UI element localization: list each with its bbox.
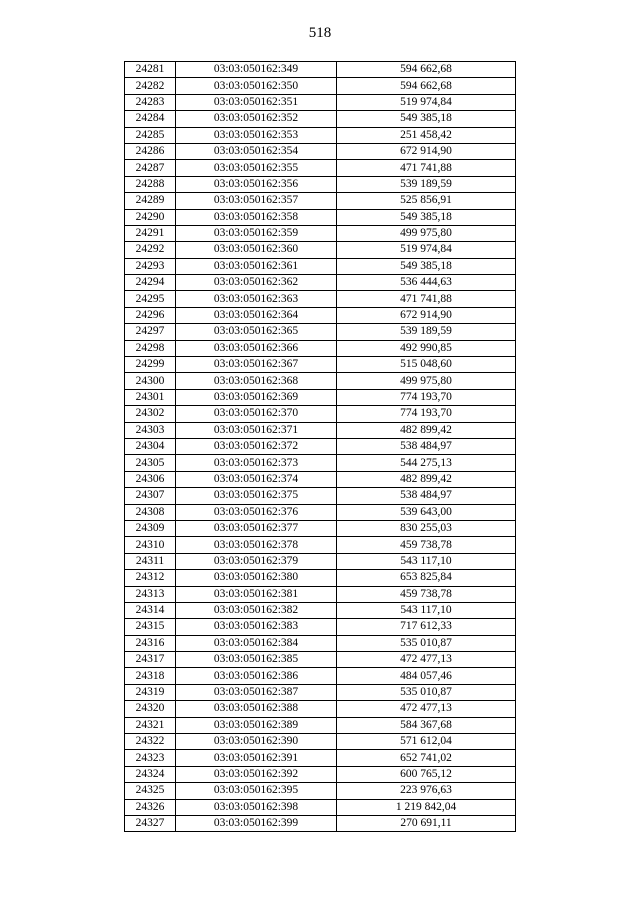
value-cell: 535 010,87 bbox=[337, 635, 516, 651]
data-table bbox=[124, 61, 516, 832]
cadastral-number-cell: 03:03:050162:399 bbox=[176, 815, 337, 831]
table-row bbox=[125, 275, 516, 291]
cadastral-number-cell: 03:03:050162:362 bbox=[176, 275, 337, 291]
table-row bbox=[125, 504, 516, 520]
value-cell: 223 976,63 bbox=[337, 783, 516, 799]
cadastral-number-cell: 03:03:050162:360 bbox=[176, 242, 337, 258]
row-number-cell: 24314 bbox=[125, 602, 176, 618]
cadastral-number-cell: 03:03:050162:352 bbox=[176, 111, 337, 127]
table-row bbox=[125, 635, 516, 651]
row-number-cell: 24308 bbox=[125, 504, 176, 520]
cadastral-number-cell: 03:03:050162:375 bbox=[176, 488, 337, 504]
row-number-cell: 24306 bbox=[125, 471, 176, 487]
table-row bbox=[125, 324, 516, 340]
value-cell: 459 738,78 bbox=[337, 586, 516, 602]
table-row bbox=[125, 783, 516, 799]
value-cell: 672 914,90 bbox=[337, 143, 516, 159]
row-number-cell: 24318 bbox=[125, 668, 176, 684]
value-cell: 499 975,80 bbox=[337, 225, 516, 241]
row-number-cell: 24327 bbox=[125, 815, 176, 831]
cadastral-number-cell: 03:03:050162:380 bbox=[176, 570, 337, 586]
row-number-cell: 24312 bbox=[125, 570, 176, 586]
table-row bbox=[125, 160, 516, 176]
cadastral-number-cell: 03:03:050162:358 bbox=[176, 209, 337, 225]
page-number: 518 bbox=[308, 25, 332, 41]
table-row bbox=[125, 127, 516, 143]
table-row bbox=[125, 553, 516, 569]
cadastral-number-cell: 03:03:050162:363 bbox=[176, 291, 337, 307]
row-number-cell: 24290 bbox=[125, 209, 176, 225]
value-cell: 543 117,10 bbox=[337, 553, 516, 569]
row-number-cell: 24296 bbox=[125, 307, 176, 323]
value-cell: 774 193,70 bbox=[337, 406, 516, 422]
cadastral-number-cell: 03:03:050162:382 bbox=[176, 602, 337, 618]
table-row bbox=[125, 422, 516, 438]
table-row bbox=[125, 340, 516, 356]
cadastral-number-cell: 03:03:050162:365 bbox=[176, 324, 337, 340]
row-number-cell: 24289 bbox=[125, 193, 176, 209]
table-row bbox=[125, 389, 516, 405]
value-cell: 584 367,68 bbox=[337, 717, 516, 733]
value-cell: 600 765,12 bbox=[337, 766, 516, 782]
row-number-cell: 24311 bbox=[125, 553, 176, 569]
table-row bbox=[125, 734, 516, 750]
cadastral-number-cell: 03:03:050162:389 bbox=[176, 717, 337, 733]
row-number-cell: 24300 bbox=[125, 373, 176, 389]
value-cell: 538 484,97 bbox=[337, 488, 516, 504]
value-cell: 549 385,18 bbox=[337, 111, 516, 127]
row-number-cell: 24293 bbox=[125, 258, 176, 274]
row-number-cell: 24292 bbox=[125, 242, 176, 258]
row-number-cell: 24283 bbox=[125, 94, 176, 110]
row-number-cell: 24284 bbox=[125, 111, 176, 127]
table-row bbox=[125, 815, 516, 831]
cadastral-number-cell: 03:03:050162:395 bbox=[176, 783, 337, 799]
value-cell: 519 974,84 bbox=[337, 94, 516, 110]
row-number-cell: 24285 bbox=[125, 127, 176, 143]
row-number-cell: 24322 bbox=[125, 734, 176, 750]
value-cell: 482 899,42 bbox=[337, 422, 516, 438]
row-number-cell: 24325 bbox=[125, 783, 176, 799]
table-row bbox=[125, 520, 516, 536]
row-number-cell: 24282 bbox=[125, 78, 176, 94]
value-cell: 539 189,59 bbox=[337, 324, 516, 340]
row-number-cell: 24320 bbox=[125, 701, 176, 717]
cadastral-number-cell: 03:03:050162:390 bbox=[176, 734, 337, 750]
row-number-cell: 24324 bbox=[125, 766, 176, 782]
cadastral-number-cell: 03:03:050162:369 bbox=[176, 389, 337, 405]
row-number-cell: 24321 bbox=[125, 717, 176, 733]
row-number-cell: 24302 bbox=[125, 406, 176, 422]
row-number-cell: 24326 bbox=[125, 799, 176, 815]
table-row bbox=[125, 209, 516, 225]
row-number-cell: 24313 bbox=[125, 586, 176, 602]
table-row bbox=[125, 291, 516, 307]
value-cell: 538 484,97 bbox=[337, 438, 516, 454]
value-cell: 594 662,68 bbox=[337, 62, 516, 78]
row-number-cell: 24287 bbox=[125, 160, 176, 176]
table-row bbox=[125, 258, 516, 274]
cadastral-number-cell: 03:03:050162:368 bbox=[176, 373, 337, 389]
table-row bbox=[125, 242, 516, 258]
table-row bbox=[125, 668, 516, 684]
value-cell: 270 691,11 bbox=[337, 815, 516, 831]
cadastral-number-cell: 03:03:050162:374 bbox=[176, 471, 337, 487]
row-number-cell: 24323 bbox=[125, 750, 176, 766]
value-cell: 549 385,18 bbox=[337, 209, 516, 225]
row-number-cell: 24319 bbox=[125, 684, 176, 700]
value-cell: 515 048,60 bbox=[337, 357, 516, 373]
cadastral-number-cell: 03:03:050162:373 bbox=[176, 455, 337, 471]
table-row bbox=[125, 602, 516, 618]
row-number-cell: 24307 bbox=[125, 488, 176, 504]
row-number-cell: 24291 bbox=[125, 225, 176, 241]
cadastral-number-cell: 03:03:050162:367 bbox=[176, 357, 337, 373]
row-number-cell: 24305 bbox=[125, 455, 176, 471]
value-cell: 459 738,78 bbox=[337, 537, 516, 553]
value-cell: 543 117,10 bbox=[337, 602, 516, 618]
table-row bbox=[125, 193, 516, 209]
row-number-cell: 24295 bbox=[125, 291, 176, 307]
value-cell: 1 219 842,04 bbox=[337, 799, 516, 815]
table-row bbox=[125, 307, 516, 323]
value-cell: 471 741,88 bbox=[337, 160, 516, 176]
table-row bbox=[125, 176, 516, 192]
cadastral-number-cell: 03:03:050162:377 bbox=[176, 520, 337, 536]
table-row bbox=[125, 373, 516, 389]
cadastral-number-cell: 03:03:050162:391 bbox=[176, 750, 337, 766]
value-cell: 536 444,63 bbox=[337, 275, 516, 291]
cadastral-number-cell: 03:03:050162:385 bbox=[176, 652, 337, 668]
cadastral-number-cell: 03:03:050162:388 bbox=[176, 701, 337, 717]
value-cell: 535 010,87 bbox=[337, 684, 516, 700]
table-row bbox=[125, 766, 516, 782]
cadastral-number-cell: 03:03:050162:392 bbox=[176, 766, 337, 782]
row-number-cell: 24301 bbox=[125, 389, 176, 405]
value-cell: 594 662,68 bbox=[337, 78, 516, 94]
table-row bbox=[125, 684, 516, 700]
value-cell: 571 612,04 bbox=[337, 734, 516, 750]
cadastral-number-cell: 03:03:050162:355 bbox=[176, 160, 337, 176]
row-number-cell: 24304 bbox=[125, 438, 176, 454]
value-cell: 830 255,03 bbox=[337, 520, 516, 536]
cadastral-number-cell: 03:03:050162:378 bbox=[176, 537, 337, 553]
cadastral-number-cell: 03:03:050162:381 bbox=[176, 586, 337, 602]
cadastral-number-cell: 03:03:050162:356 bbox=[176, 176, 337, 192]
table-row bbox=[125, 62, 516, 78]
table-row bbox=[125, 438, 516, 454]
value-cell: 251 458,42 bbox=[337, 127, 516, 143]
cadastral-number-cell: 03:03:050162:366 bbox=[176, 340, 337, 356]
table-row bbox=[125, 143, 516, 159]
value-cell: 472 477,13 bbox=[337, 652, 516, 668]
cadastral-number-cell: 03:03:050162:376 bbox=[176, 504, 337, 520]
value-cell: 482 899,42 bbox=[337, 471, 516, 487]
value-cell: 525 856,91 bbox=[337, 193, 516, 209]
cadastral-number-cell: 03:03:050162:387 bbox=[176, 684, 337, 700]
value-cell: 549 385,18 bbox=[337, 258, 516, 274]
value-cell: 653 825,84 bbox=[337, 570, 516, 586]
value-cell: 652 741,02 bbox=[337, 750, 516, 766]
cadastral-number-cell: 03:03:050162:384 bbox=[176, 635, 337, 651]
value-cell: 472 477,13 bbox=[337, 701, 516, 717]
row-number-cell: 24303 bbox=[125, 422, 176, 438]
table-row bbox=[125, 619, 516, 635]
table-row bbox=[125, 111, 516, 127]
table-row bbox=[125, 652, 516, 668]
cadastral-number-cell: 03:03:050162:383 bbox=[176, 619, 337, 635]
table-row bbox=[125, 357, 516, 373]
value-cell: 774 193,70 bbox=[337, 389, 516, 405]
cadastral-number-cell: 03:03:050162:398 bbox=[176, 799, 337, 815]
value-cell: 539 189,59 bbox=[337, 176, 516, 192]
table-row bbox=[125, 488, 516, 504]
cadastral-number-cell: 03:03:050162:357 bbox=[176, 193, 337, 209]
cadastral-number-cell: 03:03:050162:370 bbox=[176, 406, 337, 422]
cadastral-number-cell: 03:03:050162:372 bbox=[176, 438, 337, 454]
row-number-cell: 24298 bbox=[125, 340, 176, 356]
row-number-cell: 24286 bbox=[125, 143, 176, 159]
row-number-cell: 24317 bbox=[125, 652, 176, 668]
table-row bbox=[125, 455, 516, 471]
cadastral-number-cell: 03:03:050162:371 bbox=[176, 422, 337, 438]
table-row bbox=[125, 750, 516, 766]
row-number-cell: 24281 bbox=[125, 62, 176, 78]
row-number-cell: 24315 bbox=[125, 619, 176, 635]
cadastral-number-cell: 03:03:050162:386 bbox=[176, 668, 337, 684]
table-row bbox=[125, 225, 516, 241]
cadastral-number-cell: 03:03:050162:351 bbox=[176, 94, 337, 110]
table-row bbox=[125, 570, 516, 586]
value-cell: 717 612,33 bbox=[337, 619, 516, 635]
table-row bbox=[125, 701, 516, 717]
cadastral-number-cell: 03:03:050162:361 bbox=[176, 258, 337, 274]
row-number-cell: 24310 bbox=[125, 537, 176, 553]
value-cell: 471 741,88 bbox=[337, 291, 516, 307]
cadastral-number-cell: 03:03:050162:349 bbox=[176, 62, 337, 78]
value-cell: 539 643,00 bbox=[337, 504, 516, 520]
cadastral-number-cell: 03:03:050162:379 bbox=[176, 553, 337, 569]
value-cell: 672 914,90 bbox=[337, 307, 516, 323]
value-cell: 499 975,80 bbox=[337, 373, 516, 389]
cadastral-number-cell: 03:03:050162:359 bbox=[176, 225, 337, 241]
cadastral-number-cell: 03:03:050162:364 bbox=[176, 307, 337, 323]
table-row bbox=[125, 406, 516, 422]
table-row bbox=[125, 717, 516, 733]
table-row bbox=[125, 799, 516, 815]
row-number-cell: 24288 bbox=[125, 176, 176, 192]
value-cell: 492 990,85 bbox=[337, 340, 516, 356]
table-row bbox=[125, 94, 516, 110]
table-row bbox=[125, 471, 516, 487]
table-row bbox=[125, 537, 516, 553]
row-number-cell: 24294 bbox=[125, 275, 176, 291]
row-number-cell: 24299 bbox=[125, 357, 176, 373]
table-row bbox=[125, 78, 516, 94]
value-cell: 519 974,84 bbox=[337, 242, 516, 258]
row-number-cell: 24297 bbox=[125, 324, 176, 340]
table-body bbox=[125, 62, 516, 832]
value-cell: 484 057,46 bbox=[337, 668, 516, 684]
table-row bbox=[125, 586, 516, 602]
row-number-cell: 24316 bbox=[125, 635, 176, 651]
value-cell: 544 275,13 bbox=[337, 455, 516, 471]
row-number-cell: 24309 bbox=[125, 520, 176, 536]
cadastral-number-cell: 03:03:050162:350 bbox=[176, 78, 337, 94]
cadastral-number-cell: 03:03:050162:354 bbox=[176, 143, 337, 159]
cadastral-number-cell: 03:03:050162:353 bbox=[176, 127, 337, 143]
